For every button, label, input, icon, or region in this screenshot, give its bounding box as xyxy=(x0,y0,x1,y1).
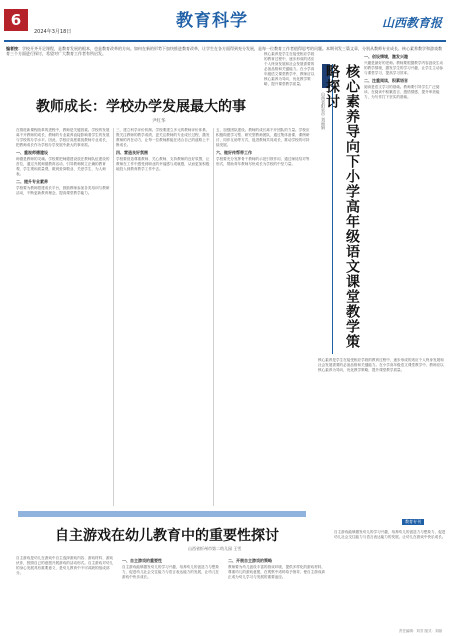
page-number: 6 xyxy=(4,9,28,31)
article2-column-4 xyxy=(334,530,446,626)
article-right-author: 山西省阳泉市 刘丽娟 xyxy=(321,92,326,130)
section-title: 教育科学 xyxy=(176,11,248,31)
article2-subhead-1: 一、自主游戏的重要性 xyxy=(122,558,162,563)
article-right-col2-text: 兴趣是最好的老师。教师要根据教学内容创设生动的教学情境，激发学生的学习兴趣，让学生主动参与课堂学习，提高学习效率。 xyxy=(364,61,444,75)
editor-note-text: 学校开齐开足课程，是教育发展的根本，也是教育改革的方向。如何在新的形势下加快推进教育改革，让学生在各方面得到充分发展，是每一位教育工作者值得思考的问题。本期刊发三篇文章，分别从教师专业成长、核心素养教学和游戏教育三个方面进行探讨，希望对广大教育工作者有所启发。 xyxy=(6,46,442,56)
article-right-col3-text: 阅读是语文学习的基础。教师要引导学生广泛阅读，在阅读中积累语言、感悟情感、提升审美能力，为写作打下坚实的基础。 xyxy=(364,85,440,99)
article2-col3-text: 教师要为幼儿创设丰富的游戏环境，提供多样化的游戏材料，尊重幼儿的游戏意愿，在观察中适时给予指导，使自主游戏真正成为幼儿学习与发展的重要途径。 xyxy=(228,565,326,579)
article1-col3-text: 五、加强团队建设。教师的成长离不开团队的力量。学校应积极构建学习型、研究型教师团队，通过集体备课、课例研讨、同伴互助等方式，促进教师共同成长，推动学校的可持续发展。 xyxy=(216,128,310,147)
article2-col2-text: 自主游戏能够激发幼儿的学习兴趣，培养幼儿的创造力与想象力，促进幼儿社会交往能力与语言表达能力的发展，让幼儿在游戏中快乐成长。 xyxy=(122,565,220,579)
article1-col1c-text: 学校要为教师搭建成长平台，鼓励教师参加各类培训与教研活动，不断更新教育理念，提高课堂教学能力。 xyxy=(16,186,110,195)
column-divider xyxy=(113,128,114,506)
article-right-column-3 xyxy=(318,358,446,508)
article-right-subhead-1: 一、创设情境，激发兴趣 xyxy=(364,54,408,59)
article-right-subhead-2: 二、注重阅读，积累语言 xyxy=(364,78,408,83)
article1-subhead-2: 二、提升专业素养 xyxy=(16,179,48,184)
article2-col1-text: 自主游戏是幼儿在游戏中自主选择游戏内容、游戏材料、游戏伙伴，按照自己的意愿开展游戏的活动形式。自主游戏对幼儿的身心发展具有重要意义，是幼儿教育中不可或缺的组成部分。 xyxy=(16,556,114,575)
article2-column-3 xyxy=(228,556,328,630)
page-header xyxy=(0,0,450,44)
issue-date: 2024年3月18日 xyxy=(34,29,72,35)
article2-column-2 xyxy=(122,556,222,630)
article-right-column-1 xyxy=(264,52,316,342)
masthead-logo: 山西教育报 xyxy=(381,16,442,30)
article1-title: 教师成长：学校办学发展最大的事 xyxy=(36,99,246,115)
article1-col3b-text: 学校要充分发挥骨干教师的示范引领作用，通过师徒结对等形式，帮助青年教师尽快成长为学校的中坚力量。 xyxy=(216,157,310,166)
article1-col2b-text: 学校要营造尊重教师、关心教师、支持教师的良好氛围，让教师在工作中感受到职业的幸福感与成就感，从而更加积极地投入到教育教学工作中去。 xyxy=(116,157,210,171)
section-tag: 教育专刊 xyxy=(402,519,424,525)
column-divider xyxy=(213,128,214,506)
article1-col1b-text: 师德是教师的灵魂。学校要把师德建设放在教师队伍建设的首位，通过开展师德教育活动，引导教师树立正确的教育观、学生观和质量观，做到爱岗敬业、关爱学生、为人师表。 xyxy=(16,157,110,176)
article1-author: 尹红华 xyxy=(152,119,166,124)
article2-subhead-2: 二、开展自主游戏的策略 xyxy=(228,558,272,563)
article-right-title: 核心素养导向下小学高年级语文课堂教学策略探讨 xyxy=(324,64,360,349)
article2-title: 自主游戏在幼儿教育中的重要性探讨 xyxy=(55,528,279,544)
article-right-col1-text: 核心素养是学生在接受相应学段的教育过程中，逐步形成的适应个人终身发展和社会发展需要的必备品格和关键能力。在小学高年级语文课堂教学中，教师应以核心素养为导向，优化教学策略，提升课堂教学质量。 xyxy=(264,52,315,86)
article2-col4-text: 自主游戏能够激发幼儿的学习兴趣，培养幼儿的创造力与想象力，促进幼儿社会交往能力与语言表达能力的发展，让幼儿在游戏中快乐成长。 xyxy=(334,530,446,539)
article1-column-1 xyxy=(16,128,110,508)
article1-column-2 xyxy=(116,128,210,508)
editor-note-label: 编者按： xyxy=(6,46,22,51)
article2-column-1 xyxy=(16,556,116,630)
article1-subhead-4: 六、做好传帮带工作 xyxy=(216,150,252,155)
article-right-col1-repeat: 核心素养是学生在接受相应学段的教育过程中，逐步形成的适应个人终身发展和社会发展需要的必备品格和关键能力。在小学高年级语文课堂教学中，教师应以核心素养为导向，优化教学策略，提升课堂教学质量。 xyxy=(318,358,444,372)
article1-col2-text: 三、建立科学评价机制。学校要建立多元的教师评价体系，既关注教师的教学成绩，更关注教师的专业成长过程，激发教师的内在动力，让每一位教师都能在适合自己的道路上不断成长。 xyxy=(116,128,210,147)
decorative-band xyxy=(18,511,306,517)
article-right-column-2 xyxy=(364,52,446,292)
article1-subhead-3: 四、营造良好氛围 xyxy=(116,150,148,155)
header-rule xyxy=(4,40,446,42)
page-footer: 责任编辑：刘芳 版式：刘丽 xyxy=(398,629,442,633)
article1-col1-text: 在推进新课程改革的进程中，教师是关键因素。学校的发展离不开教师的成长，教师的专业素养直接影响着学生的发展与学校的办学水平。因此，学校应高度重视教师专业成长，把教师成长作为学校办学发展中最大的事来抓。 xyxy=(16,128,110,147)
article1-subhead-1: 一、重视师德建设 xyxy=(16,150,48,155)
article2-author: 山西省忻州市第二幼儿园 王雪 xyxy=(188,546,242,551)
